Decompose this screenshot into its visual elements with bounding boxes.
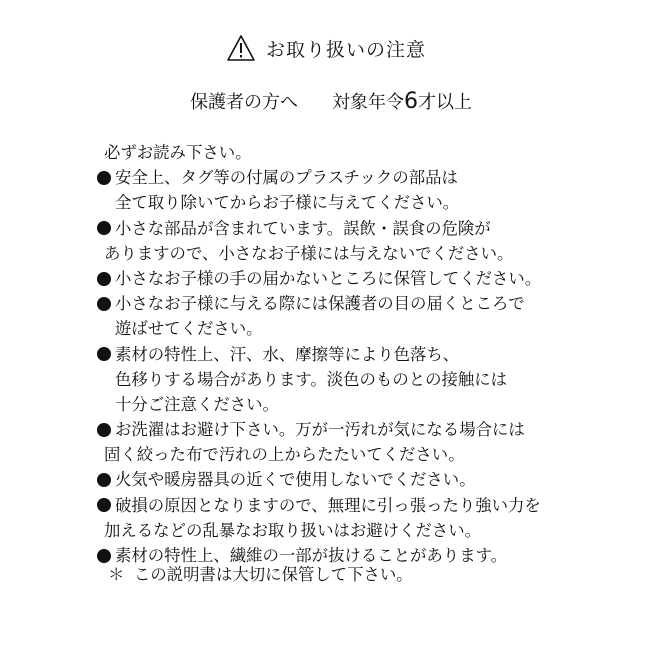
instructions-body: [104, 140, 541, 568]
age-prefix: 対象年令: [332, 92, 404, 113]
list-item: [104, 165, 541, 215]
item-text: 素材の特性上、繊維の一部が抜けることがあります。: [115, 546, 508, 565]
bullet-icon: [97, 498, 111, 512]
list-item: [104, 417, 541, 467]
audience-line: [190, 88, 472, 114]
bullet-icon: [97, 423, 111, 437]
footnote-text: この説明書は大切に保管して下さい。: [134, 565, 413, 584]
item-text: 小さなお子様の手の届かないところに保管してください。: [115, 268, 542, 288]
item-text: 十分ご注意ください。: [115, 394, 279, 414]
bullet-icon: [97, 347, 111, 361]
list-item: [104, 342, 541, 418]
bullet-icon: [97, 473, 111, 487]
item-text: 火気や暖房器具の近くで使用しないでください。: [115, 470, 476, 490]
title-row: [0, 34, 652, 62]
page-title: お取り扱いの注意: [265, 38, 426, 61]
item-text: 破損の原因となりますので、無理に引っ張ったり強い力を: [115, 495, 541, 515]
list-item: [104, 216, 541, 266]
item-text: 加えるなどの乱暴なお取り扱いはお避けください。: [104, 520, 481, 540]
list-item: [104, 467, 541, 492]
bullet-icon: [97, 171, 111, 185]
item-text: 色移りする場合があります。淡色のものとの接触には: [115, 369, 508, 389]
asterisk-mark: ＊: [108, 565, 125, 584]
item-text: 固く絞った布で汚れの上からたたいてください。: [104, 445, 465, 465]
list-item: [104, 493, 541, 543]
item-text: 小さなお子様に与える際には保護者の目の届くところで: [115, 294, 525, 314]
bullet-icon: [97, 272, 111, 286]
item-text: 遊ばせてください。: [115, 319, 263, 339]
item-text: 小さな部品が含まれています。誤飲・誤食の危険が: [115, 218, 491, 238]
item-text: ありますので、小さなお子様には与えないでください。: [104, 243, 514, 263]
bullet-icon: [97, 221, 111, 235]
bullet-icon: [97, 297, 111, 311]
item-text: 安全上、タグ等の付属のプラスチックの部品は: [115, 168, 458, 188]
age-number: 6: [404, 89, 418, 114]
age-suffix: 才以上: [418, 92, 472, 113]
intro-text: 必ずお読み下さい。: [104, 143, 252, 162]
warning-triangle-icon: [226, 34, 256, 62]
item-text: お洗濯はお避け下さい。万が一汚れが気になる場合には: [115, 420, 525, 440]
guardian-label: 保護者の方へ: [190, 92, 298, 113]
list-item: [104, 266, 541, 291]
list-item: [104, 291, 541, 341]
footnote: [108, 561, 413, 585]
item-text: 素材の特性上、汗、水、摩擦等により色落ち、: [115, 344, 460, 364]
item-text: 全て取り除いてからお子様に与えてください。: [115, 193, 460, 213]
